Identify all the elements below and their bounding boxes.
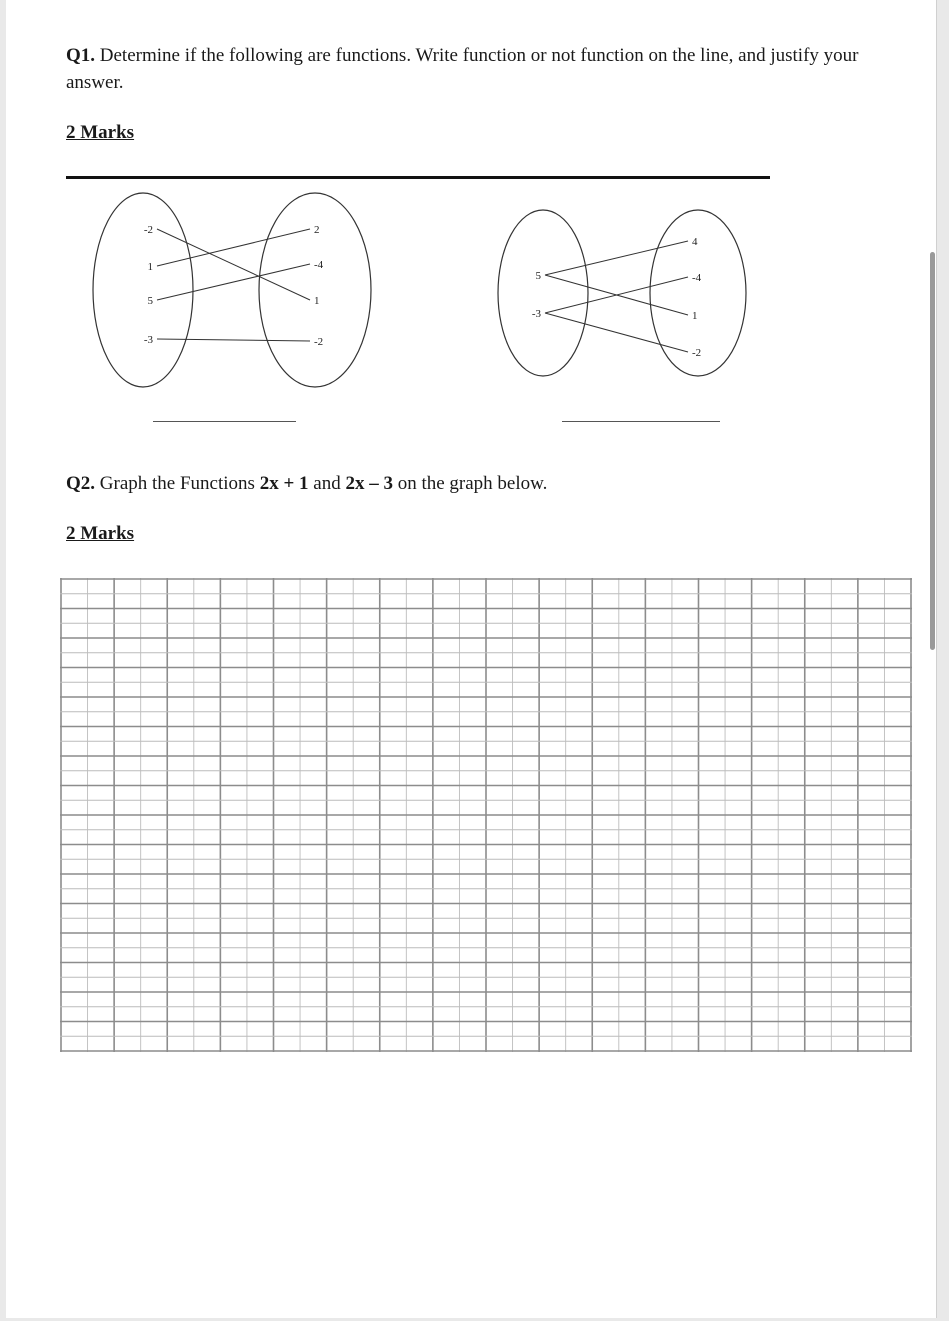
question-1-number: Q1. <box>66 45 96 66</box>
range-value: 1 <box>692 310 698 322</box>
mapping-arrow <box>157 229 310 300</box>
question-2-text-end: on the graph below. <box>392 473 548 494</box>
range-value: -4 <box>692 272 702 284</box>
answer-line-2[interactable] <box>562 421 720 422</box>
function-1: 2x + 1 <box>259 473 309 494</box>
mapping-2-arrows <box>545 241 688 352</box>
mapping-arrow <box>157 229 310 266</box>
domain-value: 5 <box>535 270 541 282</box>
scrollbar[interactable] <box>930 252 935 650</box>
mapping-arrow <box>157 339 310 341</box>
question-2 <box>66 473 547 495</box>
question-1-text: Determine if the following are functions. Write function or not function on the line, and justify your answer. <box>66 45 859 93</box>
domain-value: -3 <box>531 308 541 320</box>
question-1 <box>66 42 896 96</box>
range-value: -2 <box>692 347 702 359</box>
question-2-number: Q2. <box>66 473 96 494</box>
mapping-arrow <box>545 241 688 275</box>
mapping-arrow <box>545 277 688 313</box>
graph-grid[interactable] <box>60 578 912 1052</box>
mapping-diagram-1 <box>86 188 386 400</box>
range-value: 1 <box>314 295 320 307</box>
range-value: -2 <box>314 336 324 348</box>
domain-value: -2 <box>143 224 153 236</box>
domain-value: 1 <box>147 261 153 273</box>
mapping-arrow <box>545 313 688 352</box>
question-1-marks: 2 Marks <box>66 122 135 143</box>
question-2-marks: 2 Marks <box>66 523 135 544</box>
mapping-1-arrows <box>157 229 310 341</box>
answer-line-1[interactable] <box>153 421 296 422</box>
mapping-diagram-2 <box>496 205 756 395</box>
divider-line <box>66 176 770 179</box>
range-value: 4 <box>692 236 698 248</box>
question-2-text-mid: and <box>308 473 346 494</box>
range-value: -4 <box>314 259 324 271</box>
worksheet-page <box>6 0 937 1318</box>
domain-value: -3 <box>143 334 153 346</box>
function-2: 2x – 3 <box>345 473 393 494</box>
mapping-arrow <box>157 264 310 300</box>
range-value: 2 <box>314 224 320 236</box>
question-2-text: Graph the Functions <box>95 473 260 494</box>
domain-value: 5 <box>147 295 153 307</box>
